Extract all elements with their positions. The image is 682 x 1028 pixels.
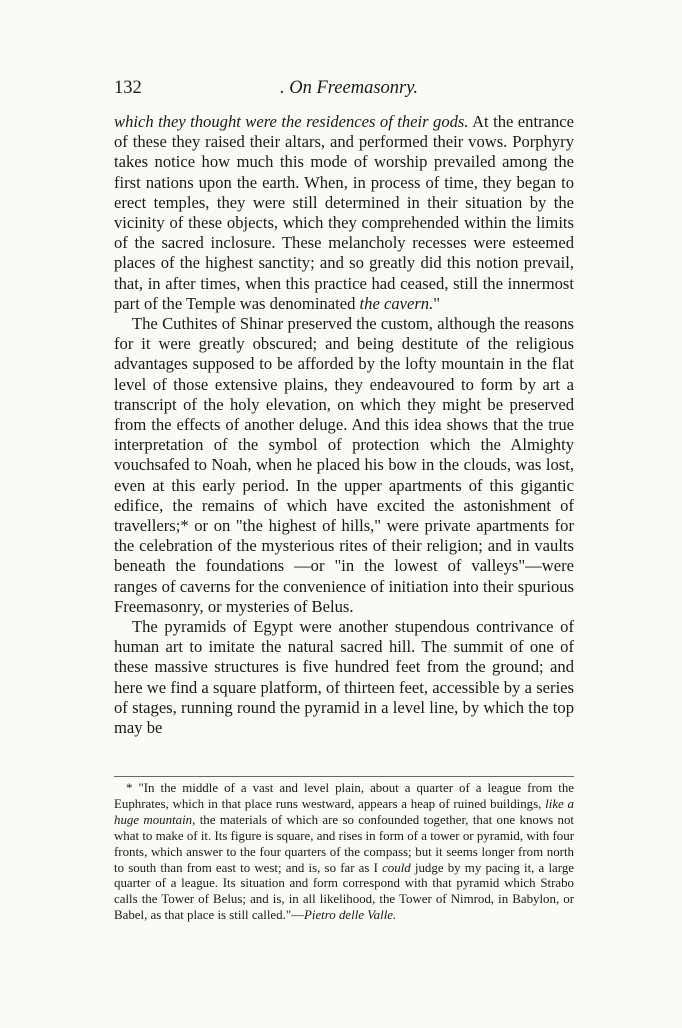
footnote (114, 781, 574, 924)
footnote-text-mid: the materials of which are so confounded together, that one knows not what to make of it. Its figure is square, and rises in form of a tower or pyramid, with four fronts, which answer to the four quarters of the compass; but it seems longer from north to south than from east to west; and is, so far as I (114, 812, 574, 875)
running-title: . On Freemasonry. (280, 78, 419, 98)
page-number: 132 (114, 78, 142, 98)
body-text (114, 112, 574, 738)
footnote-attribution: Pietro delle Valle. (303, 908, 397, 923)
paragraph-3: The pyramids of Egypt were another stupendous contrivance of human art to imitate the natural sacred hill. The summit of one of these massive structures is five hundred feet from the ground; and here we find a square platform, of thirteen feet, accessible by a series of stages, running round the pyramid in a level line, by which the top may be (114, 617, 574, 738)
paragraph-2: The Cuthites of Shinar preserved the custom, although the reasons for it were greatly obscured; and being destitute of the religious advantages supposed to be afforded by the lofty mountain in the flat level of those extensive plains, they endeavoured to form by art a transcript of the holy elevation, on which they might be preserved from the effects of another deluge. And this idea shows that the true interpretation of the symbol of protection which the Almighty vouchsafed to Noah, when he placed his bow in the clouds, was lost, even at this early period. In the upper apartments of this gigantic edifice, the remains of which have excited the astonishment of travellers;* or on "the highest of hills," were private apartments for the celebration of the mysterious rites of their religion; and in vaults beneath the foundations —or "in the lowest of valleys"—were ranges of caverns for the convenience of initiation into their spurious Freemasonry, or mysteries of Belus. (114, 314, 574, 616)
paragraph-1 (114, 112, 574, 314)
paragraph-1-end: " (433, 293, 441, 313)
paragraph-1-italic-close: the cavern. (359, 293, 434, 313)
footnote-divider (114, 776, 574, 777)
paragraph-1-text: At the entrance of these they raised their altars, and performed their vows. Porphyry takes notice how much this mode of worship prevailed among the first nations upon the earth. When, in process of time, they began to erect temples, they were still determined in their situation by the vicinity of these objects, which they comprehended within the limits of the sacred inclosure. These melancholy recesses were esteemed places of the highest sanctity; and so greatly did this notion prevail, that, in after times, when this practice had ceased, still the innermost part of the Temple was denominated (114, 112, 574, 313)
footnote-italic-could: could (382, 860, 411, 875)
footnote-text-end: judge by my pacing it, a large quarter of a league. Its situation and form correspond with that pyramid which Strabo calls the Tower of Belus; and is, in all likelihood, the Tower of Nimrod, in Babylon, or Babel, as that place is still called."— (114, 860, 574, 923)
paragraph-1-italic-open: which they thought were the residences of their gods. (114, 112, 469, 131)
footnote-text-start: * "In the middle of a vast and level plain, about a quarter of a league from the Euphrates, which in that place runs westward, appears a heap of ruined buildings, (114, 781, 574, 811)
footnote-italic-phrase: like a huge mountain, (114, 796, 574, 827)
footnote-paragraph (114, 781, 574, 924)
page-header (114, 78, 574, 100)
